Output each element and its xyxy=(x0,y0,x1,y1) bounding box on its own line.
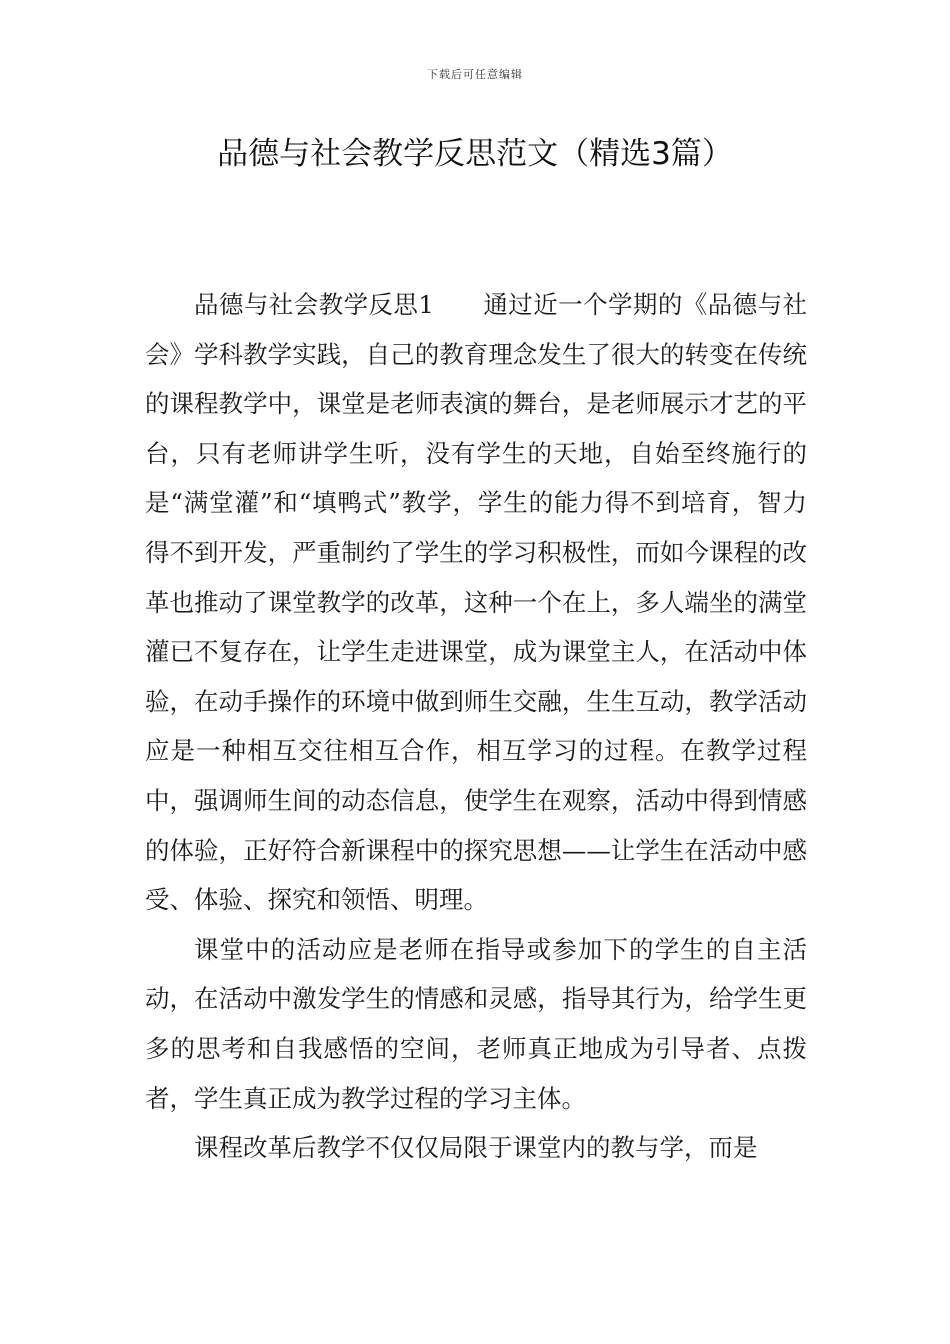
paragraph-2: 课堂中的活动应是老师在指导或参加下的学生的自主活动，在活动中激发学生的情感和灵感，指导其行为，给学生更多的思考和自我感悟的空间，老师真正地成为引导者、点拨者，学生真正成为教学过程的学习主体。 xyxy=(145,934,807,1113)
paragraph-3: 课程改革后教学不仅仅局限于课堂内的教与学，而是 xyxy=(194,1133,758,1163)
document-body xyxy=(145,280,807,1173)
paragraph-1 xyxy=(145,280,807,925)
document-title: 品德与社会教学反思范文（精选3篇） xyxy=(217,136,733,172)
page-header-note: 下载后可任意编辑 xyxy=(427,68,523,81)
section-heading: 品德与社会教学反思1 xyxy=(194,290,434,319)
paragraph-1-text: 通过近一个学期的《品德与社会》学科教学实践，自己的教育理念发生了很大的转变在传统的课程教学中，课堂是老师表演的舞台，是老师展示才艺的平台，只有老师讲学生听，没有学生的天地，自始至终施行的是“满堂灌”和“填鸭式”教学，学生的能力得不到培育，智力得不到开发，严重制约了学生的学习积极性，而如今课程的改革也推动了课堂教学的改革，这种一个在上，多人端坐的满堂灌已不复存在，让学生走进课堂，成为课堂主人，在活动中体验，在动手操作的环境中做到师生交融，生生互动，教学活动应是一种相互交往相互合作，相互学习的过程。在教学过程中，强调师生间的动态信息，使学生在观察，活动中得到情感的体验，正好符合新课程中的探究思想——让学生在活动中感受、体验、探究和领悟、明理。 xyxy=(145,290,807,915)
